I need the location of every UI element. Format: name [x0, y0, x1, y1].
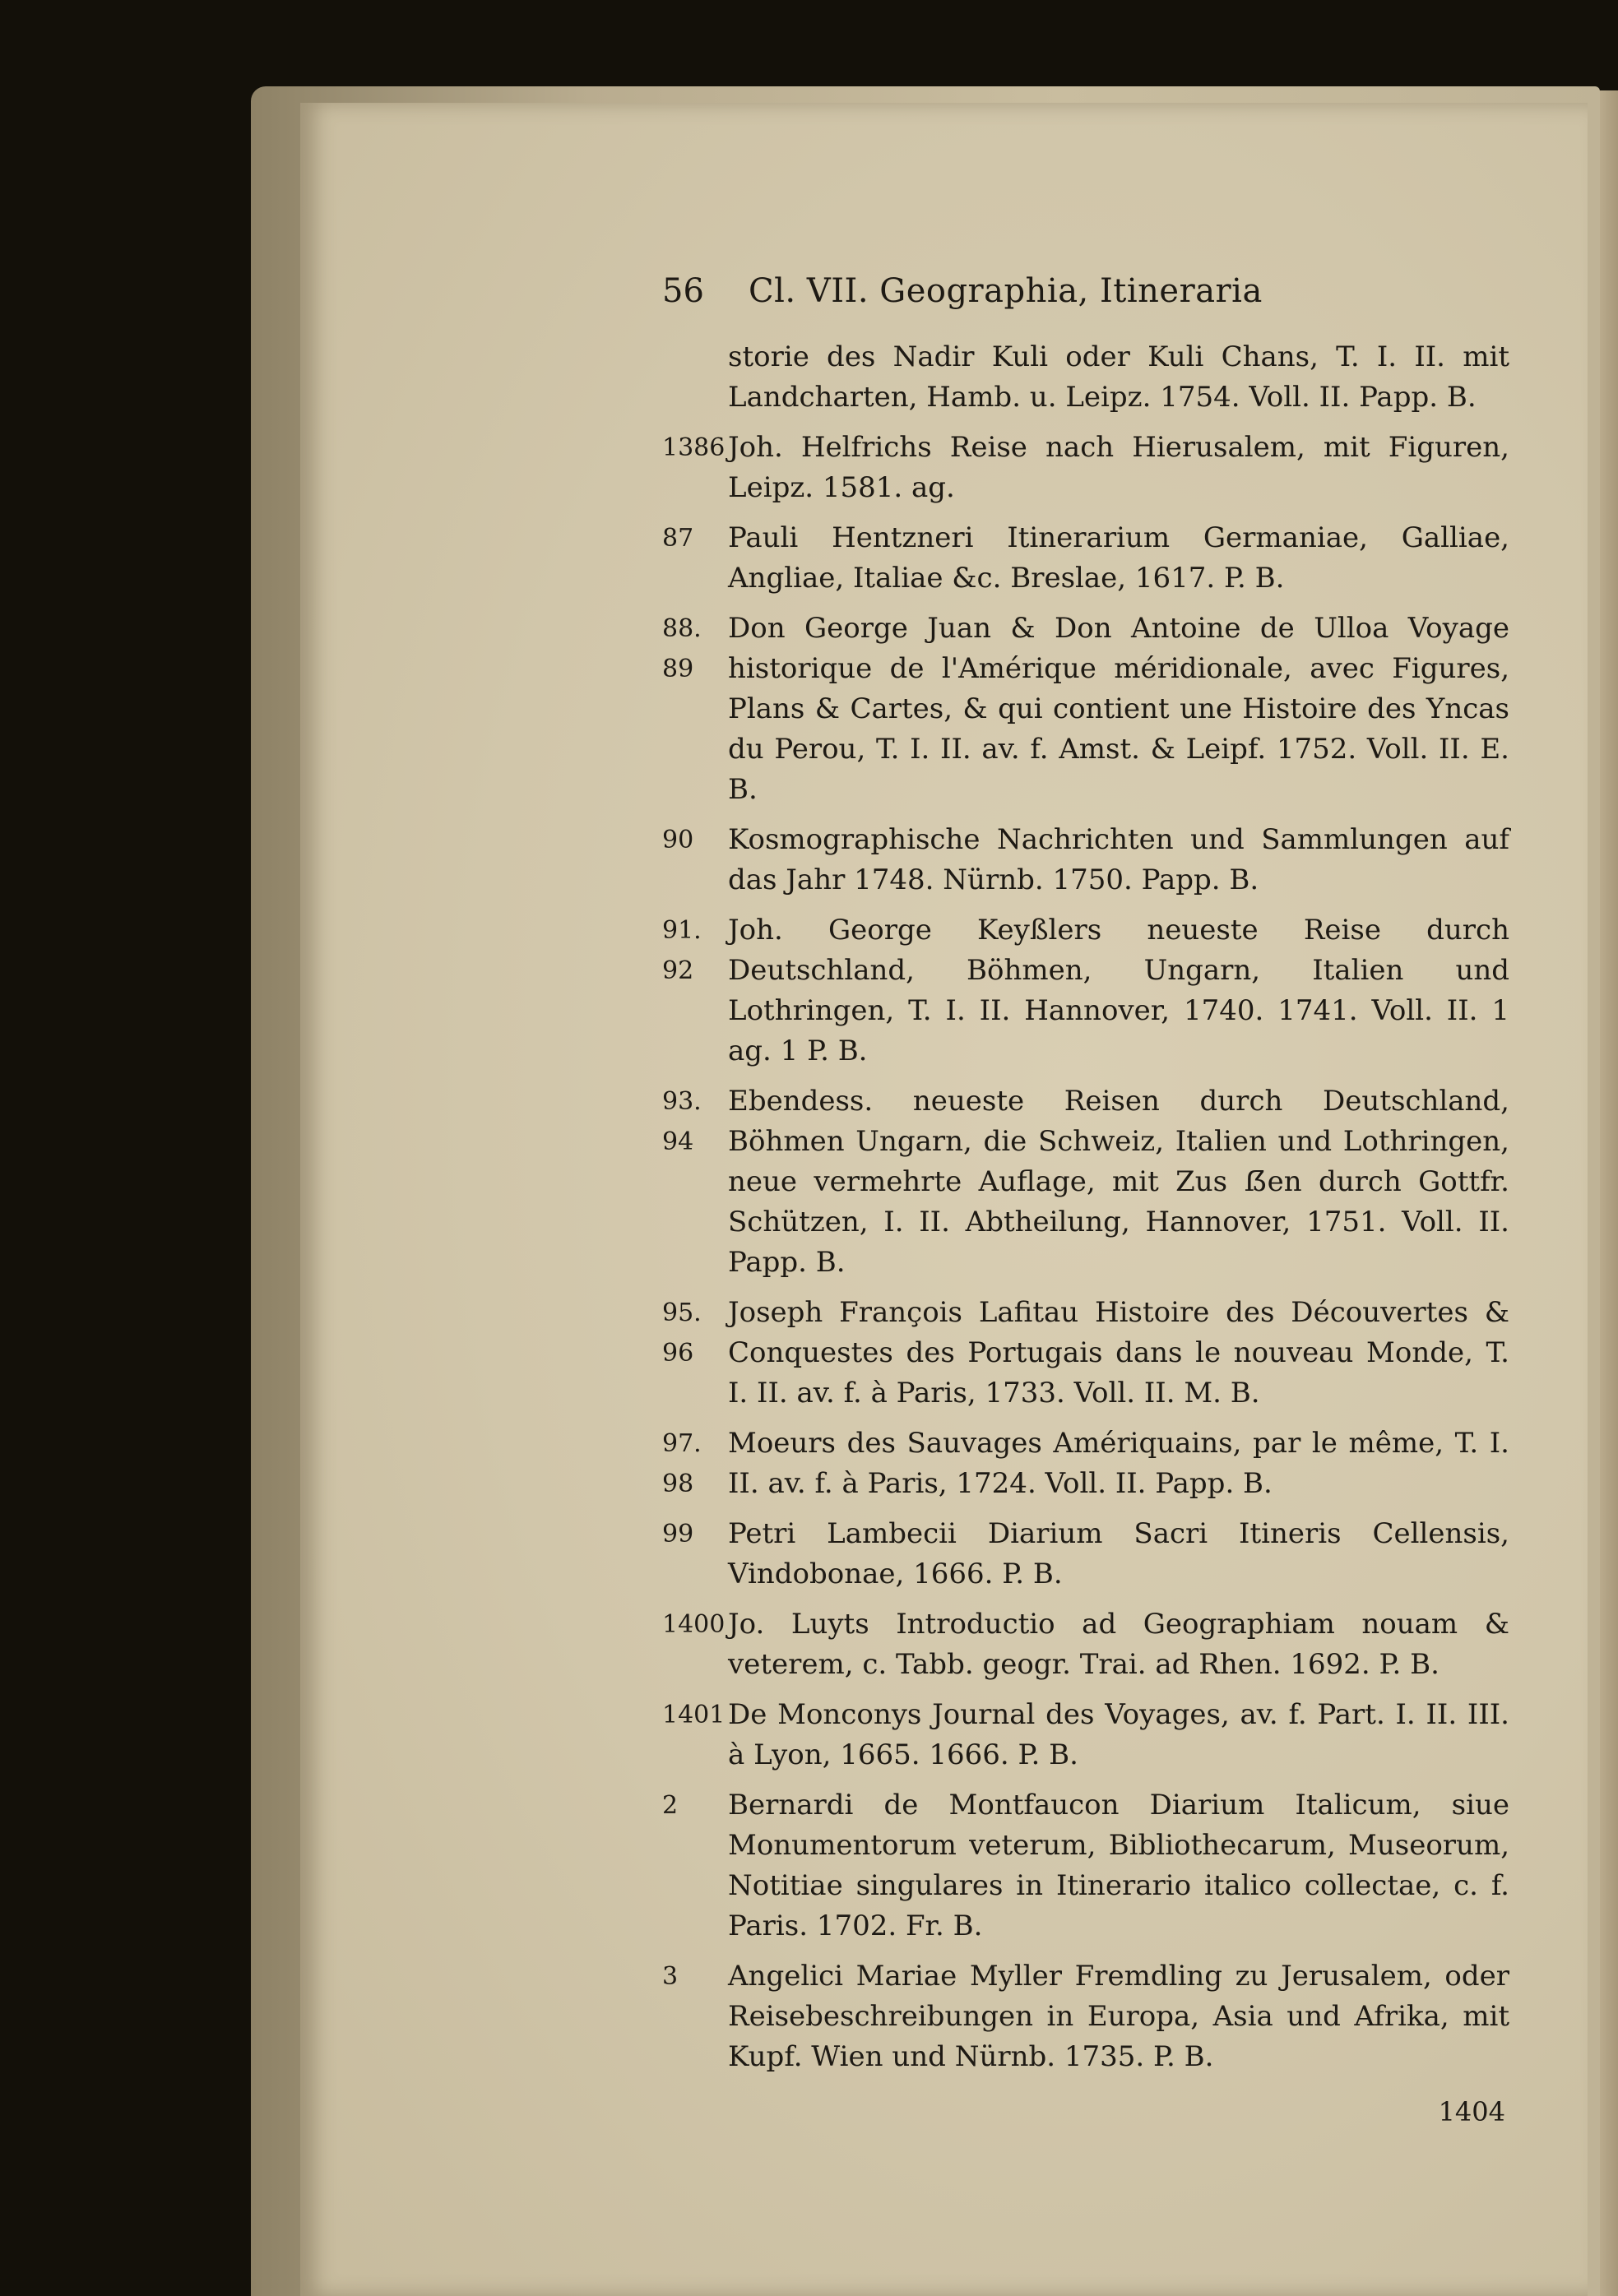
- page-number: 56: [662, 272, 704, 310]
- catalog-entry: [662, 1514, 1509, 1595]
- entry-text: Moeurs des Sauvages Amériquains, par le même, T. I. II. av. f. à Paris, 1724. Voll. II. Papp. B.: [728, 1427, 1509, 1500]
- entry-number: 1401: [662, 1701, 726, 1729]
- entry-number: 97. 98: [662, 1429, 702, 1498]
- catchword: 1404: [1438, 2096, 1505, 2127]
- entry-text: Angelici Mariae Myller Fremdling zu Jerusalem, oder Reisebeschreibungen in Europa, Asia und Afrika, mit Kupf. Wien und Nürnb. 1735. P. B.: [728, 1960, 1509, 2073]
- catalog-entry: [662, 1695, 1509, 1775]
- entry-text: Don George Juan & Don Antoine de Ulloa Voyage historique de l'Amérique méridionale, avec Figures, Plans & Cartes, & qui contient une Histoire des Yncas du Perou, T. I. II. av. f. Amst. & Leipf. 1752. Voll. II. E. B.: [728, 612, 1509, 806]
- entry-number: 2: [662, 1791, 679, 1820]
- catalog-entry: [662, 820, 1509, 900]
- entry-number: 88. 89: [662, 614, 702, 683]
- catalog-entry: [662, 428, 1509, 508]
- entry-number: 3: [662, 1962, 679, 1991]
- entry-text: Petri Lambecii Diarium Sacri Itineris Cellensis, Vindobonae, 1666. P. B.: [728, 1517, 1509, 1590]
- running-title: Cl. VII. Geographia, Itineraria: [749, 272, 1263, 310]
- catalog-entry: [662, 518, 1509, 599]
- catalog-entry: [662, 1293, 1509, 1414]
- entry-text: Pauli Hentzneri Itinerarium Germaniae, Galliae, Angliae, Italiae &c. Breslae, 1617. P. B.: [728, 521, 1509, 595]
- catalog-entry: [662, 1785, 1509, 1947]
- catalog-entry: [662, 1604, 1509, 1685]
- entry-text: Joh. Helfrichs Reise nach Hierusalem, mit Figuren, Leipz. 1581. ag.: [728, 431, 1509, 504]
- entry-number: 93. 94: [662, 1087, 702, 1156]
- catalog-entry: [662, 910, 1509, 1072]
- page-header: [662, 271, 1509, 322]
- entry-text: Ebendess. neueste Reisen durch Deutschland, Böhmen Ungarn, die Schweiz, Italien und Lothringen, neue vermehrte Auflage, mit Zus ẞen durch Gottfr. Schützen, I. II. Abtheilung, Hannover, 1751. Voll. II. Papp. B.: [728, 1085, 1509, 1279]
- catalog-entry: [662, 1081, 1509, 1283]
- catalog-entry: [662, 1956, 1509, 2077]
- catalog-entry: [662, 1423, 1509, 1504]
- entry-number: 1386: [662, 433, 726, 462]
- entry-number: 99: [662, 1520, 694, 1548]
- entry-text: De Monconys Journal des Voyages, av. f. Part. I. II. III. à Lyon, 1665. 1666. P. B.: [728, 1698, 1509, 1771]
- catalog-entry: [662, 609, 1509, 810]
- entry-number: 1400: [662, 1610, 726, 1639]
- page-content: [662, 271, 1509, 2132]
- entry-number: 90: [662, 826, 694, 854]
- entry-text: Kosmographische Nachrichten und Sammlungen auf das Jahr 1748. Nürnb. 1750. Papp. B.: [728, 823, 1509, 896]
- entry-text: Jo. Luyts Introductio ad Geographiam nouam & veterem, c. Tabb. geogr. Trai. ad Rhen. 1692. P. B.: [728, 1608, 1509, 1681]
- entry-text: storie des Nadir Kuli oder Kuli Chans, T. I. II. mit Landcharten, Hamb. u. Leipz. 1754. Voll. II. Papp. B.: [728, 340, 1509, 414]
- entry-text: Joseph François Lafitau Histoire des Découvertes & Conquestes des Portugais dans le nouveau Monde, T. I. II. av. f. à Paris, 1733. Voll. II. M. B.: [728, 1296, 1509, 1410]
- entry-number: 95. 96: [662, 1298, 702, 1368]
- entry-text: Joh. George Keyßlers neueste Reise durch Deutschland, Böhmen, Ungarn, Italien und Lothringen, T. I. II. Hannover, 1740. 1741. Voll. II. 1 ag. 1 P. B.: [728, 914, 1509, 1067]
- entry-text: Bernardi de Montfaucon Diarium Italicum, siue Monumentorum veterum, Bibliothecarum, Museorum, Notitiae singulares in Itinerario italico collectae, c. f. Paris. 1702. Fr. B.: [728, 1789, 1509, 1942]
- catalog-entry: [662, 337, 1509, 418]
- entry-number: 91. 92: [662, 916, 702, 985]
- entry-number: 87: [662, 524, 694, 553]
